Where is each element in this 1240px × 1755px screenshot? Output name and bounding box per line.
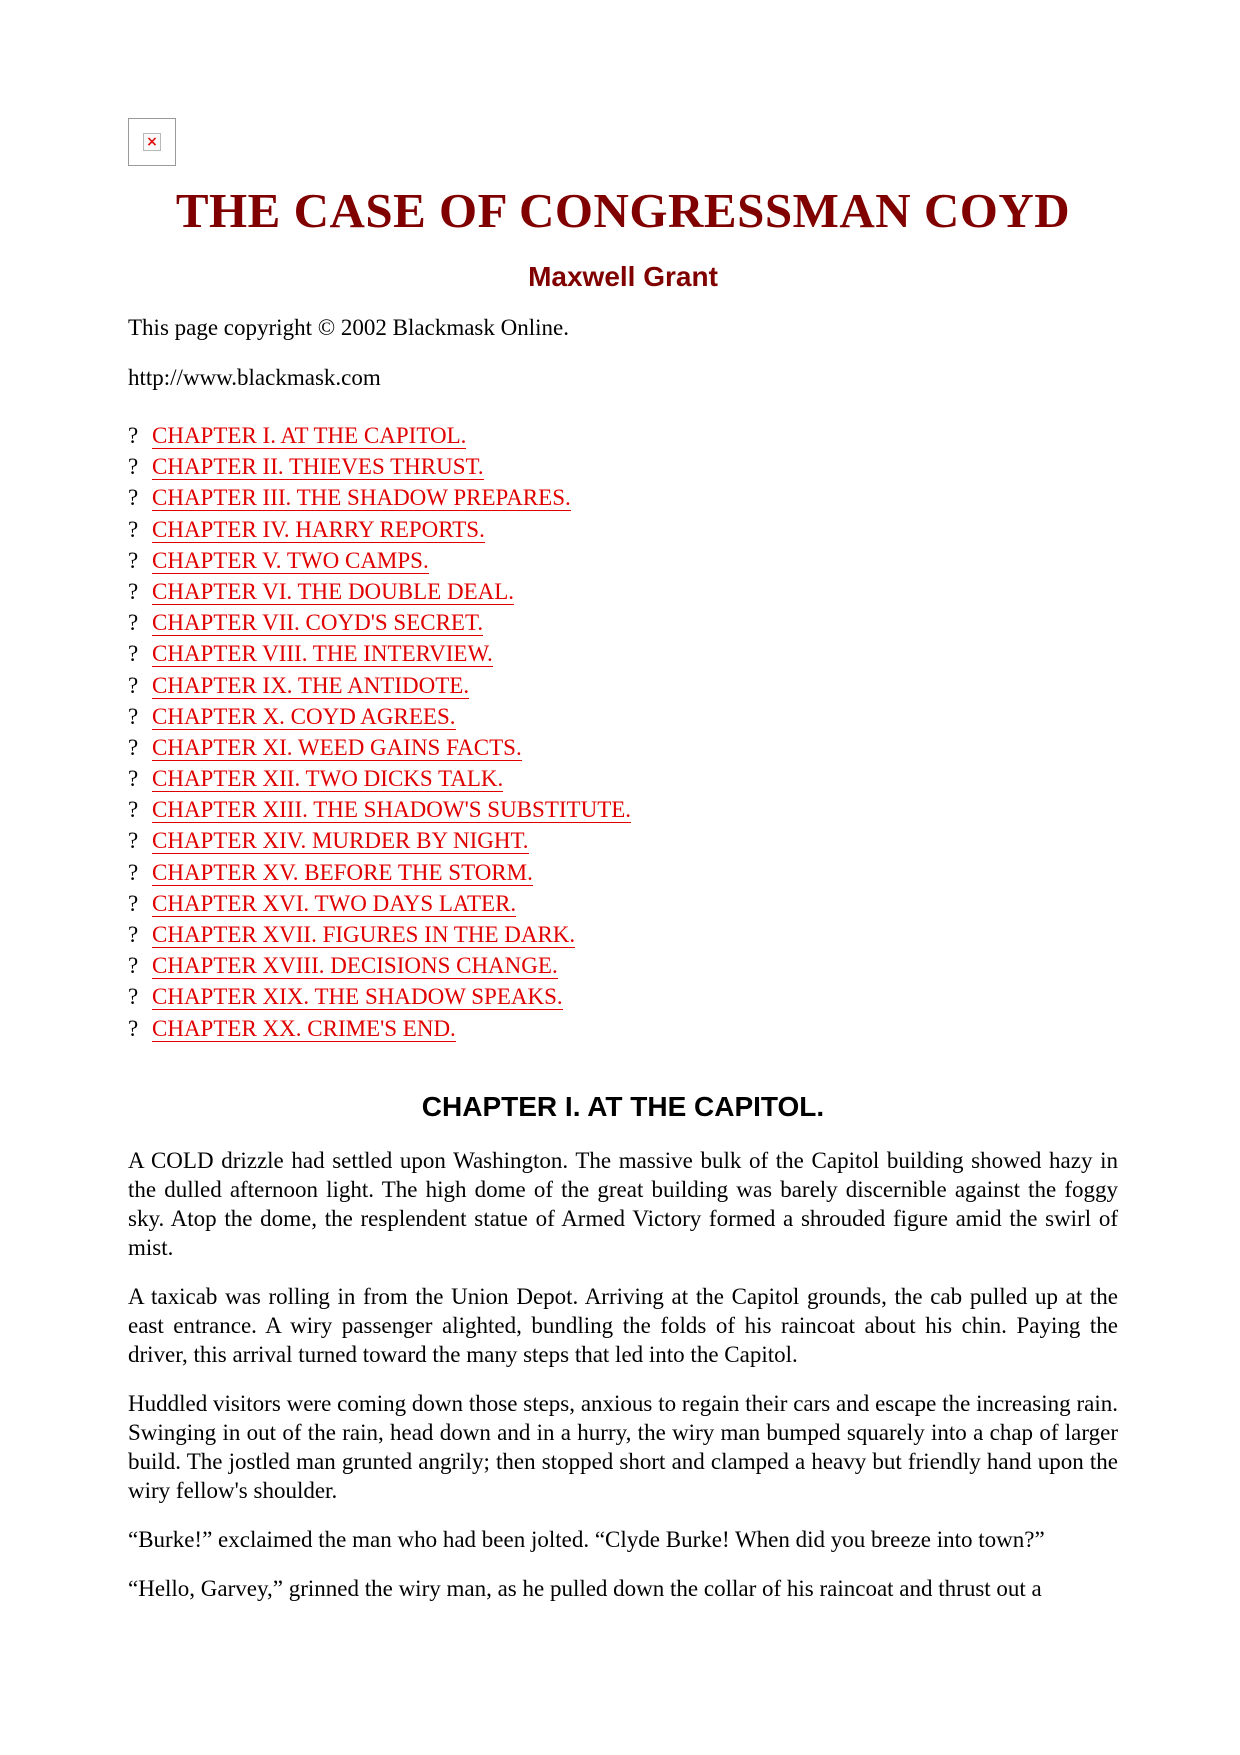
toc-bullet: ?	[128, 734, 139, 760]
toc-item	[128, 919, 1118, 950]
toc-chapter-link[interactable]: CHAPTER X. COYD AGREES.	[152, 703, 456, 729]
toc-chapter-link[interactable]: CHAPTER XI. WEED GAINS FACTS.	[152, 734, 522, 760]
toc-item	[128, 420, 1118, 451]
toc-bullet: ?	[128, 953, 139, 979]
toc-item	[128, 825, 1118, 856]
toc-bullet: ?	[128, 828, 139, 854]
broken-image-icon	[128, 118, 176, 166]
toc-bullet: ?	[128, 922, 139, 947]
toc-bullet: ?	[128, 485, 139, 511]
toc-bullet: ?	[128, 766, 139, 792]
toc-chapter-link[interactable]: CHAPTER XVI. TWO DAYS LATER.	[152, 890, 517, 916]
toc-chapter-link[interactable]: CHAPTER IV. HARRY REPORTS.	[152, 516, 485, 542]
toc-item	[128, 950, 1118, 981]
toc-item	[128, 1013, 1118, 1044]
toc-chapter-link[interactable]: CHAPTER XVII. FIGURES IN THE DARK.	[152, 922, 576, 947]
toc-bullet: ?	[128, 454, 139, 480]
author-name: Maxwell Grant	[528, 261, 718, 292]
toc-bullet: ?	[128, 423, 139, 448]
toc-item	[128, 482, 1118, 513]
toc-chapter-link[interactable]: CHAPTER XIII. THE SHADOW'S SUBSTITUTE.	[152, 797, 632, 823]
copyright-notice: This page copyright © 2002 Blackmask Online.	[128, 315, 569, 340]
toc-item	[128, 451, 1118, 482]
chapter-paragraph: “Burke!” exclaimed the man who had been jolted. “Clyde Burke! When did you breeze into town?”	[128, 1526, 1045, 1552]
toc-chapter-link[interactable]: CHAPTER XII. TWO DICKS TALK.	[152, 766, 504, 792]
toc-bullet: ?	[128, 547, 139, 573]
toc-chapter-link[interactable]: CHAPTER II. THIEVES THRUST.	[152, 454, 484, 480]
toc-item	[128, 981, 1118, 1012]
table-of-contents	[128, 420, 1118, 1044]
toc-item	[128, 545, 1118, 576]
toc-bullet: ?	[128, 672, 139, 698]
toc-item	[128, 514, 1118, 545]
chapter-paragraph: Huddled visitors were coming down those steps, anxious to regain their cars and escape the increasing rain. Swinging in out of the rain, head down and in a hurry, the wiry man bumped squarely into a chap of larger build. The jostled man grunted angrily; then stopped short and clamped a heavy but friendly hand upon the wiry fellow's shoulder.	[128, 1390, 1118, 1503]
toc-bullet: ?	[128, 890, 139, 916]
toc-chapter-link[interactable]: CHAPTER XV. BEFORE THE STORM.	[152, 859, 533, 885]
toc-chapter-link[interactable]: CHAPTER IX. THE ANTIDOTE.	[152, 672, 470, 698]
toc-bullet: ?	[128, 610, 139, 636]
toc-item	[128, 794, 1118, 825]
chapter-paragraph: A taxicab was rolling in from the Union Depot. Arriving at the Capitol grounds, the cab pulled up at the east entrance. A wiry passenger alighted, bundling the folds of his raincoat about his chin. Paying the driver, this arrival turned toward the many steps that led into the Capitol.	[128, 1283, 1118, 1367]
site-url: http://www.blackmask.com	[128, 365, 381, 390]
toc-chapter-link[interactable]: CHAPTER XX. CRIME'S END.	[152, 1015, 456, 1041]
toc-chapter-link[interactable]: CHAPTER XIX. THE SHADOW SPEAKS.	[152, 984, 563, 1010]
toc-bullet: ?	[128, 516, 139, 542]
toc-bullet: ?	[128, 641, 139, 667]
chapter-paragraph: A COLD drizzle had settled upon Washington. The massive bulk of the Capitol building showed hazy in the dulled afternoon light. The high dome of the great building was barely discernible against the foggy sky. Atop the dome, the resplendent statue of Armed Victory formed a shrouded figure amid the swirl of mist.	[128, 1147, 1118, 1260]
book-title: THE CASE OF CONGRESSMAN COYD	[175, 183, 1071, 238]
toc-bullet: ?	[128, 984, 139, 1010]
toc-bullet: ?	[128, 578, 139, 604]
document-page	[128, 118, 1118, 1603]
toc-item	[128, 576, 1118, 607]
toc-item	[128, 732, 1118, 763]
toc-chapter-link[interactable]: CHAPTER V. TWO CAMPS.	[152, 547, 429, 573]
toc-chapter-link[interactable]: CHAPTER I. AT THE CAPITOL.	[152, 423, 467, 448]
toc-item	[128, 701, 1118, 732]
toc-chapter-link[interactable]: CHAPTER VIII. THE INTERVIEW.	[152, 641, 493, 667]
toc-bullet: ?	[128, 859, 139, 885]
toc-item	[128, 638, 1118, 669]
toc-item	[128, 888, 1118, 919]
toc-item	[128, 607, 1118, 638]
toc-item	[128, 670, 1118, 701]
toc-item	[128, 857, 1118, 888]
toc-chapter-link[interactable]: CHAPTER VII. COYD'S SECRET.	[152, 610, 484, 636]
toc-bullet: ?	[128, 1015, 139, 1041]
chapter-paragraph: “Hello, Garvey,” grinned the wiry man, as he pulled down the collar of his raincoat and thrust out a	[128, 1575, 1042, 1601]
toc-chapter-link[interactable]: CHAPTER III. THE SHADOW PREPARES.	[152, 485, 571, 511]
toc-chapter-link[interactable]: CHAPTER XVIII. DECISIONS CHANGE.	[152, 953, 558, 979]
broken-image-cross-icon: ×	[143, 133, 161, 151]
toc-bullet: ?	[128, 797, 139, 823]
chapter-heading: CHAPTER I. AT THE CAPITOL.	[421, 1090, 825, 1122]
toc-chapter-link[interactable]: CHAPTER XIV. MURDER BY NIGHT.	[152, 828, 529, 854]
toc-item	[128, 763, 1118, 794]
toc-bullet: ?	[128, 703, 139, 729]
chapter-body	[128, 1146, 1118, 1603]
toc-chapter-link[interactable]: CHAPTER VI. THE DOUBLE DEAL.	[152, 578, 515, 604]
